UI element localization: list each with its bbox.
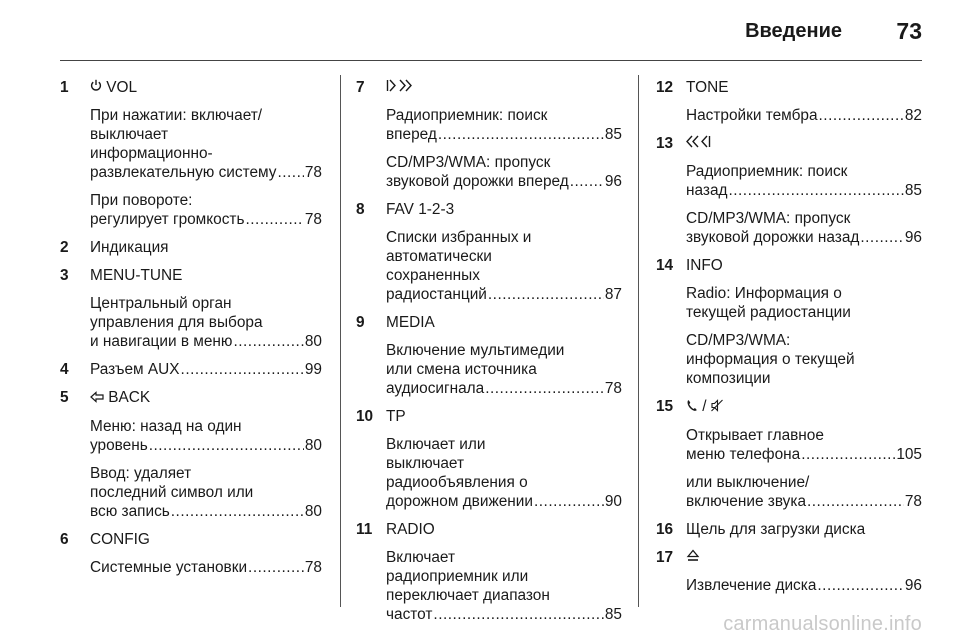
header-rule (60, 60, 922, 61)
leader-line (686, 106, 922, 125)
entry-text: вперед (386, 126, 437, 144)
page-ref: 80 (304, 333, 322, 351)
description-line: При повороте: (90, 192, 193, 210)
item-number: 12 (656, 79, 674, 96)
column-2 (356, 78, 622, 624)
legend-item (60, 360, 322, 379)
description-line: выключает (90, 126, 169, 144)
leader-line (686, 492, 922, 511)
page-ref: 87 (604, 286, 622, 304)
dot-leader (728, 181, 903, 200)
item-number: 11 (356, 521, 373, 539)
item-number: 16 (656, 520, 674, 538)
page-ref: 85 (604, 606, 622, 624)
entry-text: Извлечение диска (686, 577, 817, 595)
description-paragraph (90, 106, 322, 182)
item-heading-text: RADIO (386, 521, 435, 539)
legend-item (656, 78, 922, 125)
watermark: carmanualsonline.info (723, 613, 922, 635)
description-line: Меню: назад на один (90, 417, 242, 435)
description-line: управления для выбора (90, 314, 263, 332)
dot-leader (171, 502, 304, 521)
description-line: Центральный орган (90, 295, 232, 313)
item-number: 10 (356, 408, 374, 426)
item-heading (90, 78, 322, 97)
leader-line (386, 172, 622, 191)
dot-leader (860, 228, 904, 247)
item-heading-text: BACK (108, 389, 151, 407)
column-divider (340, 75, 341, 607)
description-paragraph (386, 153, 622, 191)
legend-item (656, 548, 922, 595)
entry-text: назад (686, 182, 728, 200)
item-heading (90, 266, 322, 285)
leader-line (386, 125, 622, 144)
legend-item (60, 388, 322, 520)
page-title: Введение (745, 20, 842, 42)
item-heading-text: TONE (686, 79, 729, 96)
dot-leader (149, 436, 304, 455)
description-paragraph (686, 162, 922, 200)
entry-text: Настройки тембра (686, 107, 818, 124)
page-number: 73 (896, 18, 922, 44)
entry-text: радиостанций (386, 286, 487, 304)
leader-line (90, 436, 322, 455)
dot-leader (485, 379, 604, 398)
leader-line (90, 558, 322, 577)
item-heading (386, 407, 622, 426)
entry-text: включение звука (686, 492, 806, 510)
item-heading (386, 78, 622, 97)
item-number: 13 (656, 135, 674, 152)
dot-leader (570, 172, 604, 191)
entry-text: аудиосигнала (386, 380, 485, 398)
description-paragraph (90, 417, 322, 455)
description-paragraph (386, 228, 622, 304)
page-ref: 99 (304, 361, 322, 379)
description-paragraph (686, 576, 922, 595)
item-heading (90, 238, 322, 257)
item-number: 8 (356, 201, 365, 219)
description-paragraph (386, 435, 622, 511)
description-paragraph (90, 191, 322, 229)
item-heading-text: INFO (686, 257, 723, 275)
page-ref: 96 (604, 173, 622, 191)
page-ref: 78 (304, 164, 322, 182)
description-line: Радиоприемник: поиск (686, 163, 848, 181)
dot-leader (801, 445, 895, 464)
entry-text: Разъем AUX (90, 361, 180, 379)
item-heading-text: / (702, 398, 707, 416)
description-line: Radio: Информация о (686, 285, 842, 303)
dot-leader (438, 125, 604, 144)
item-heading (686, 256, 922, 275)
dot-leader (277, 163, 303, 182)
page-ref: 78 (904, 492, 922, 510)
item-heading-text: FAV 1-2-3 (386, 201, 455, 219)
page-ref: 78 (304, 211, 322, 229)
description-paragraph (686, 106, 922, 125)
entry-text: Системные установки (90, 558, 248, 576)
item-heading (386, 313, 622, 332)
item-heading-text: TP (386, 408, 406, 426)
description-line: CD/MP3/WMA: пропуск (686, 210, 851, 228)
description-paragraph (90, 558, 322, 577)
dot-leader (488, 285, 604, 304)
legend-item (656, 520, 922, 539)
legend-item (656, 256, 922, 388)
description-line: Включает (386, 549, 456, 567)
dot-leader (819, 106, 904, 125)
page-ref: 78 (604, 380, 622, 398)
leader-line (90, 163, 322, 182)
description-line: радиообъявления о (386, 474, 528, 492)
item-heading-text: Щель для загрузки диска (686, 520, 866, 538)
legend-item (356, 407, 622, 511)
page-ref: 80 (304, 436, 322, 454)
legend-item (60, 238, 322, 257)
page-ref: 105 (896, 445, 922, 463)
item-number: 2 (60, 239, 69, 257)
page-ref: 85 (604, 126, 622, 144)
phone-mute-icon (686, 398, 698, 417)
leader-line (686, 445, 922, 464)
prev-seek-icon (686, 134, 720, 153)
column-3 (656, 78, 922, 595)
description-line: CD/MP3/WMA: (686, 332, 791, 350)
description-line: выключает (386, 455, 465, 473)
legend-item (356, 313, 622, 398)
item-heading (686, 520, 922, 539)
item-number: 5 (60, 389, 69, 407)
item-heading (686, 78, 922, 97)
item-heading (90, 530, 322, 549)
item-number: 14 (656, 257, 674, 275)
dot-leader (433, 605, 603, 624)
description-paragraph (386, 548, 622, 624)
item-heading-text: CONFIG (90, 530, 150, 548)
entry-text: звуковой дорожки вперед (386, 173, 569, 191)
entry-text: и навигации в меню (90, 333, 233, 351)
item-number: 4 (60, 361, 69, 379)
description-line: CD/MP3/WMA: пропуск (386, 154, 551, 172)
entry-text: уровень (90, 436, 148, 454)
entry-text: частот (386, 606, 433, 624)
leader-line (90, 332, 322, 351)
description-line: текущей радиостанции (686, 304, 851, 322)
page-header (0, 0, 960, 62)
legend-item (60, 78, 322, 229)
description-paragraph (90, 464, 322, 521)
leader-line (386, 379, 622, 398)
legend-item (656, 134, 922, 247)
legend-item (356, 520, 622, 624)
description-paragraph (686, 426, 922, 464)
column-1 (60, 78, 322, 577)
page-ref: 80 (304, 502, 322, 520)
dot-leader (817, 576, 903, 595)
item-number: 3 (60, 267, 69, 285)
item-heading (686, 134, 922, 153)
entry-text: звуковой дорожки назад (686, 229, 860, 247)
description-line: информационно- (90, 145, 213, 163)
dot-leader (807, 492, 904, 511)
item-number: 15 (656, 398, 674, 416)
description-line: Включает или (386, 436, 486, 454)
description-line: информация о текущей (686, 351, 855, 369)
leader-line (686, 576, 922, 595)
description-line: радиоприемник или (386, 568, 529, 586)
leader-line (90, 502, 322, 521)
description-line: композиции (686, 370, 771, 388)
column-divider (638, 75, 639, 607)
entry-text: дорожном движении (386, 493, 533, 511)
description-line: последний символ или (90, 483, 254, 501)
description-line: автоматически (386, 248, 492, 266)
page-ref: 82 (904, 107, 922, 124)
description-line: сохраненных (386, 267, 480, 285)
page-ref: 85 (904, 182, 922, 200)
item-heading (90, 388, 322, 407)
description-line: или смена источника (386, 361, 537, 379)
legend-item (356, 200, 622, 304)
entry-text: всю запись (90, 502, 170, 520)
entry-text: регулирует громкость (90, 211, 245, 229)
description-line: переключает диапазон (386, 587, 550, 605)
item-number: 7 (356, 79, 365, 96)
description-line: Открывает главное (686, 426, 824, 444)
description-paragraph (90, 294, 322, 351)
entry-text: меню телефона (686, 445, 801, 463)
description-line: Включение мультимедии (386, 342, 565, 360)
leader-line (386, 492, 622, 511)
dot-leader (181, 360, 304, 379)
item-number: 17 (656, 548, 674, 566)
next-seek-icon (386, 78, 420, 97)
leader-line (686, 228, 922, 247)
item-heading-text: Индикация (90, 239, 169, 257)
item-heading (386, 520, 622, 539)
item-heading-text: MEDIA (386, 314, 435, 332)
description-paragraph (386, 341, 622, 398)
leader-line (386, 285, 622, 304)
dot-leader (233, 332, 303, 351)
legend-item (60, 266, 322, 351)
dot-leader (246, 210, 304, 229)
item-heading-text: MENU-TUNE (90, 267, 183, 285)
page-ref: 78 (304, 558, 322, 576)
description-line: При нажатии: включает/ (90, 107, 263, 125)
legend-item (60, 530, 322, 577)
dot-leader (248, 558, 304, 577)
legend-item (356, 78, 622, 191)
item-heading-text: VOL (106, 79, 138, 96)
description-paragraph (686, 284, 922, 322)
description-paragraph (386, 106, 622, 144)
item-number: 9 (356, 314, 365, 332)
mute-icon (711, 398, 723, 417)
power-icon (90, 78, 102, 97)
description-paragraph (686, 209, 922, 247)
item-heading (386, 200, 622, 219)
page-ref: 96 (904, 577, 922, 595)
legend-item (656, 397, 922, 510)
item-number: 1 (60, 79, 69, 96)
dot-leader (534, 492, 604, 511)
item-heading (686, 548, 922, 567)
entry-text: развлекательную систему (90, 164, 277, 182)
leader-line (90, 210, 322, 229)
description-line: Радиоприемник: поиск (386, 107, 548, 125)
page-ref: 90 (604, 493, 622, 511)
item-heading (686, 397, 922, 416)
description-paragraph (686, 331, 922, 388)
leader-line (90, 360, 322, 379)
eject-icon (686, 548, 700, 567)
leader-line (686, 181, 922, 200)
back-arrow-icon (90, 389, 104, 408)
leader-line (386, 605, 622, 624)
description-line: Списки избранных и (386, 229, 532, 247)
description-paragraph (686, 473, 922, 511)
description-line: Ввод: удаляет (90, 464, 192, 482)
item-number: 6 (60, 530, 69, 548)
page-ref: 96 (904, 229, 922, 247)
description-line: или выключение/ (686, 473, 810, 491)
